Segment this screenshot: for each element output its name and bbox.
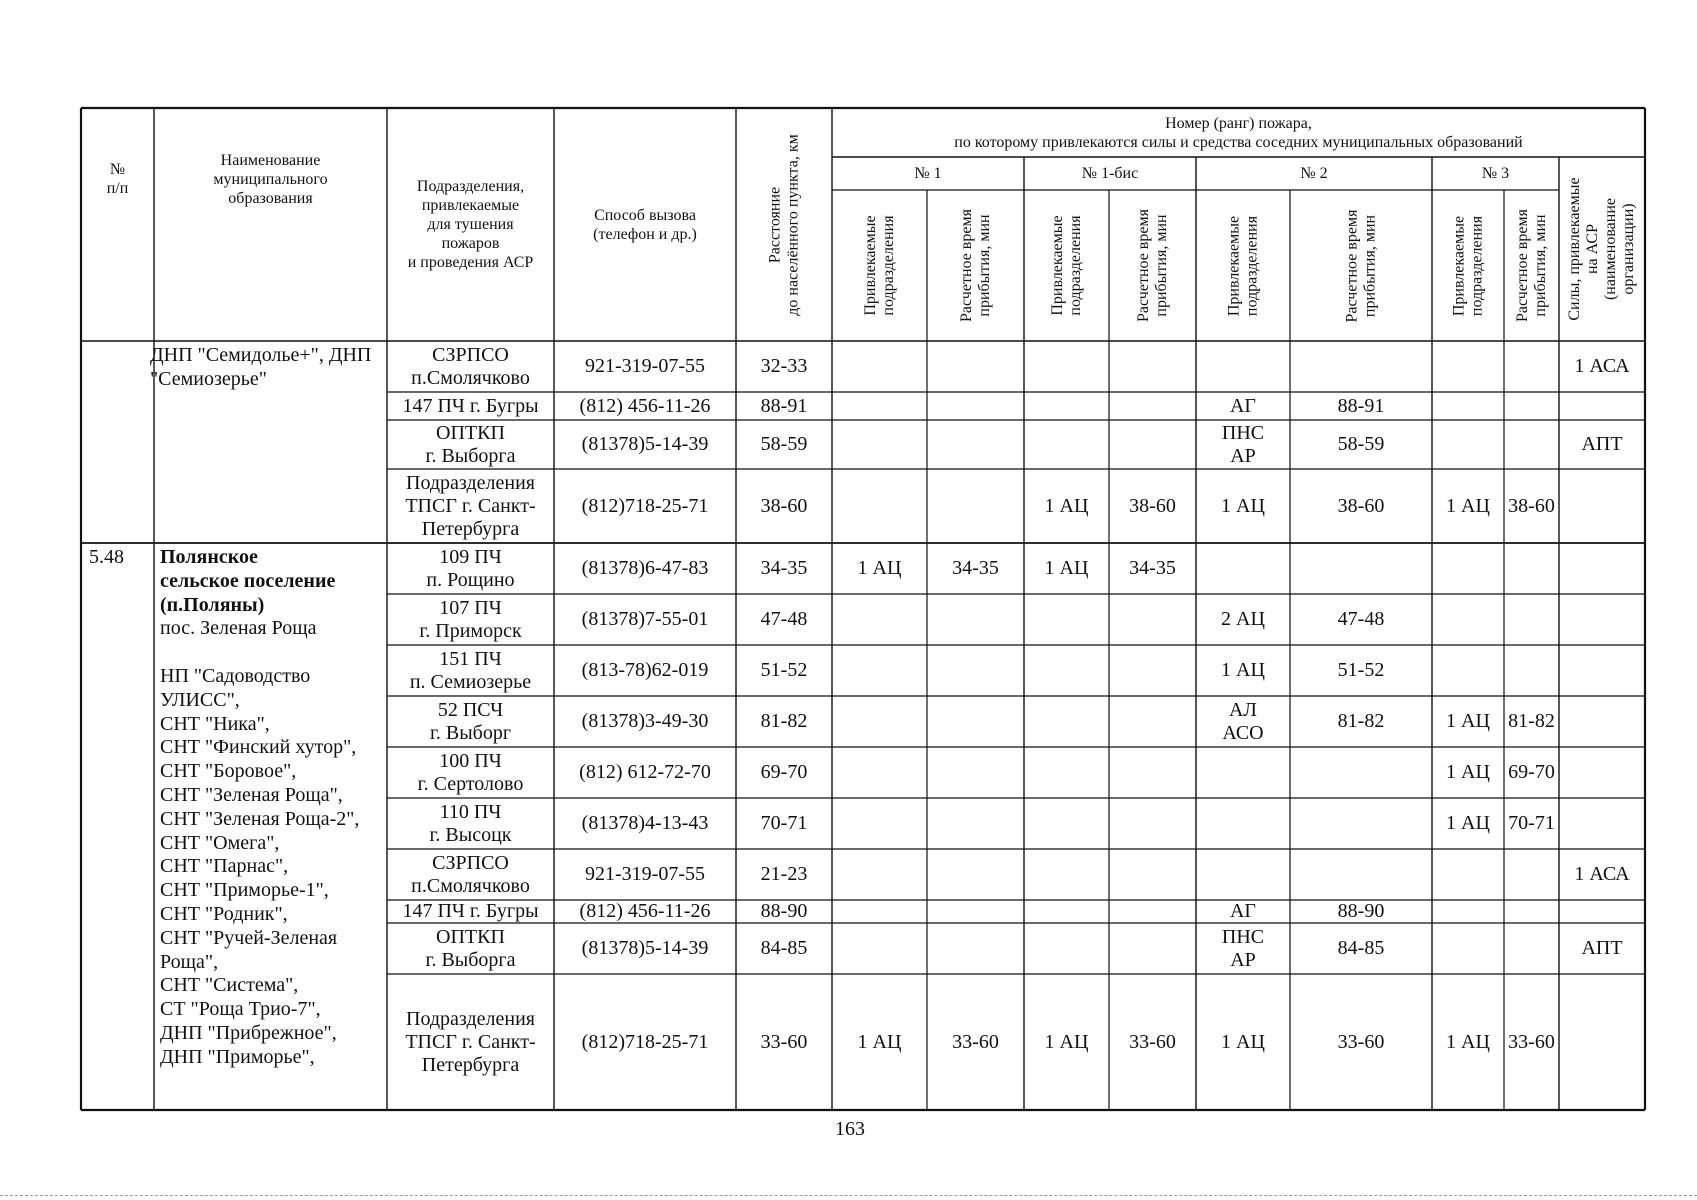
distance-cell: 58-59 — [760, 433, 808, 455]
call-cell: (812) 456-11-26 — [579, 394, 711, 417]
distance-cell: 81-82 — [760, 710, 808, 732]
distance-cell: 88-90 — [760, 900, 808, 922]
rank-cell: 1 АЦ — [857, 557, 902, 579]
rank-cell: 38-60 — [1129, 494, 1176, 517]
call-cell: (81378)3-49-30 — [581, 710, 709, 732]
call-cell: (812)718-25-71 — [581, 1030, 709, 1053]
rank-cell: ПНС АР — [1221, 421, 1265, 467]
rank-cell: 33-60 — [1508, 1030, 1555, 1053]
header-asr: Силы, привлекаемые на АСР (наименование организации) — [1566, 177, 1637, 321]
row-number: 5.48 — [89, 546, 124, 568]
asr-cell: АПТ — [1581, 937, 1623, 959]
distance-cell: 88-91 — [760, 394, 808, 417]
rank-cell: 34-35 — [952, 557, 999, 579]
distance-cell: 51-52 — [760, 659, 808, 681]
unit-cell: 147 ПЧ г. Бугры — [402, 900, 539, 922]
distance-cell: 34-35 — [760, 557, 808, 579]
unit-cell: 151 ПЧ п. Семиозерье — [409, 647, 532, 693]
distance-cell: 38-60 — [760, 494, 808, 517]
header-sub-units: Привлекаемые подразделения — [861, 215, 897, 316]
distance-cell: 70-71 — [760, 812, 808, 834]
rank-cell: 1 АЦ — [1446, 812, 1490, 834]
rank-cell: 84-85 — [1337, 937, 1385, 959]
rank-cell: 81-82 — [1337, 710, 1385, 732]
asr-cell: 1 АСА — [1574, 355, 1630, 377]
unit-cell: 107 ПЧ г. Приморск — [419, 596, 522, 642]
distance-cell: 33-60 — [760, 1030, 808, 1053]
rank-cell: 1 АЦ — [1446, 1030, 1490, 1053]
header-rank: № 1 — [914, 165, 942, 182]
unit-cell: 100 ПЧ г. Сертолово — [417, 749, 524, 795]
header-sub-units: Привлекаемые подразделения — [1450, 215, 1485, 316]
rank-cell: 1 АЦ — [1446, 710, 1490, 732]
rank-cell: 81-82 — [1508, 710, 1555, 732]
page-edge — [0, 1195, 1697, 1196]
rank-cell: 58-59 — [1337, 433, 1385, 455]
call-cell: (812) 612-72-70 — [579, 761, 711, 783]
unit-cell: 110 ПЧ г. Высоцк — [429, 800, 512, 846]
distance-cell: 47-48 — [760, 608, 808, 630]
header-sub-time: Расчетное время прибытия, мин — [1343, 209, 1378, 322]
header-sub-time: Расчетное время прибытия, мин — [957, 209, 993, 322]
rank-cell: 88-91 — [1337, 394, 1385, 417]
rank-cell: 1 АЦ — [857, 1030, 902, 1053]
rank-cell: АГ — [1229, 900, 1256, 922]
header-call: Способ вызова (телефон и др.) — [593, 206, 697, 243]
header-rank: № 3 — [1481, 165, 1510, 182]
distance-cell: 21-23 — [760, 863, 808, 885]
header-num: № п/п — [106, 161, 129, 197]
rank-cell: 34-35 — [1129, 557, 1176, 579]
rank-cell: 51-52 — [1337, 659, 1385, 681]
unit-cell: ОПТКП г. Выборга — [425, 421, 516, 467]
unit-cell: 147 ПЧ г. Бугры — [402, 394, 539, 417]
settlement-list: пос. Зеленая Роща НП "Садоводство УЛИСС", СНТ "Ника", СНТ "Финский хутор", СНТ "Боровое", СНТ "Зеленая Роща", СНТ "Зеленая Роща-2", СНТ "Омега", СНТ "Парнас", СНТ "Приморье-1", СНТ "Родник", СНТ "Ручей-Зеленая Роща", СНТ "Система", СТ "Роща Трио-7", ДНП "Прибрежное", ДНП "Приморье", — [160, 617, 360, 1068]
call-cell: (81378)5-14-39 — [581, 433, 709, 455]
rank-cell: ПНС АР — [1221, 925, 1265, 971]
page-number: 163 — [835, 1118, 865, 1140]
call-cell: (812)718-25-71 — [581, 494, 709, 517]
call-cell: (81378)4-13-43 — [581, 812, 709, 834]
unit-cell: Подразделения ТПСГ г. Санкт- Петербурга — [405, 471, 536, 540]
call-cell: 921-319-07-55 — [585, 355, 705, 377]
distance-cell: 84-85 — [760, 937, 808, 959]
municipality-name — [160, 546, 359, 1070]
call-cell: 921-319-07-55 — [585, 863, 705, 885]
unit-cell: Подразделения ТПСГ г. Санкт- Петербурга — [405, 1007, 536, 1076]
rank-cell: 1 АЦ — [1221, 659, 1265, 681]
rank-cell: 47-48 — [1337, 608, 1385, 630]
rank-cell: 2 АЦ — [1221, 608, 1265, 630]
header-distance: Расстояние до населённого пункта, км — [766, 133, 801, 316]
rank-cell: АЛ АСО — [1222, 698, 1264, 744]
distance-cell: 32-33 — [760, 355, 808, 377]
rank-cell: АГ — [1229, 394, 1256, 417]
rank-cell: 1 АЦ — [1446, 761, 1490, 783]
asr-cell: АПТ — [1581, 433, 1623, 455]
call-cell: (81378)7-55-01 — [581, 608, 709, 630]
unit-cell: СЗРПСО п.Смолячково — [411, 851, 530, 897]
rank-cell: 70-71 — [1508, 812, 1555, 834]
header-sub-units: Привлекаемые подразделения — [1225, 215, 1260, 316]
call-cell: (81378)5-14-39 — [581, 937, 709, 959]
rank-cell: 1 АЦ — [1044, 1030, 1089, 1053]
rank-cell: 1 АЦ — [1221, 494, 1265, 517]
rank-cell: 33-60 — [952, 1030, 999, 1053]
rank-cell: 38-60 — [1508, 494, 1555, 517]
header-units: Подразделения, привлекаемые для тушения пожаров и проведения АСР — [407, 178, 534, 271]
call-cell: (81378)6-47-83 — [581, 557, 709, 579]
header-rank: № 1-бис — [1081, 165, 1139, 182]
rank-cell: 1 АЦ — [1221, 1030, 1265, 1053]
municipality-name-bold: Полянское сельское поселение (п.Поляны) — [160, 546, 336, 616]
rank-cell: 88-90 — [1337, 900, 1385, 922]
asr-cell: 1 АСА — [1574, 863, 1630, 885]
header-rank: № 2 — [1300, 165, 1328, 182]
header-sub-units: Привлекаемые подразделения — [1048, 215, 1084, 316]
rank-cell: 33-60 — [1337, 1030, 1385, 1053]
unit-cell: 52 ПСЧ г. Выборг — [429, 698, 512, 744]
rank-cell: 69-70 — [1508, 761, 1555, 783]
call-cell: (812) 456-11-26 — [579, 900, 711, 922]
rank-cell: 33-60 — [1129, 1030, 1176, 1053]
distance-cell: 69-70 — [760, 761, 808, 783]
rank-cell: 1 АЦ — [1044, 494, 1089, 517]
call-cell: (813-78)62-019 — [581, 659, 709, 681]
header-fire-rank: Номер (ранг) пожара, по которому привлекаются силы и средства соседних муниципальных образований — [954, 114, 1523, 151]
unit-cell: 109 ПЧ п. Рощино — [426, 545, 515, 591]
header-sub-time: Расчетное время прибытия, мин — [1134, 209, 1170, 322]
header-name: Наименование муниципального образования — [213, 151, 328, 207]
header-sub-time: Расчетное время прибытия, мин — [1513, 209, 1549, 322]
unit-cell: СЗРПСО п.Смолячково — [411, 343, 530, 389]
unit-cell: ОПТКП г. Выборга — [425, 925, 516, 971]
municipality-name: ДНП "Семидолье+", ДНП "Семиозерье" — [150, 344, 372, 390]
rank-cell: 1 АЦ — [1446, 494, 1490, 517]
rank-cell: 38-60 — [1337, 494, 1385, 517]
rank-cell: 1 АЦ — [1044, 557, 1089, 579]
